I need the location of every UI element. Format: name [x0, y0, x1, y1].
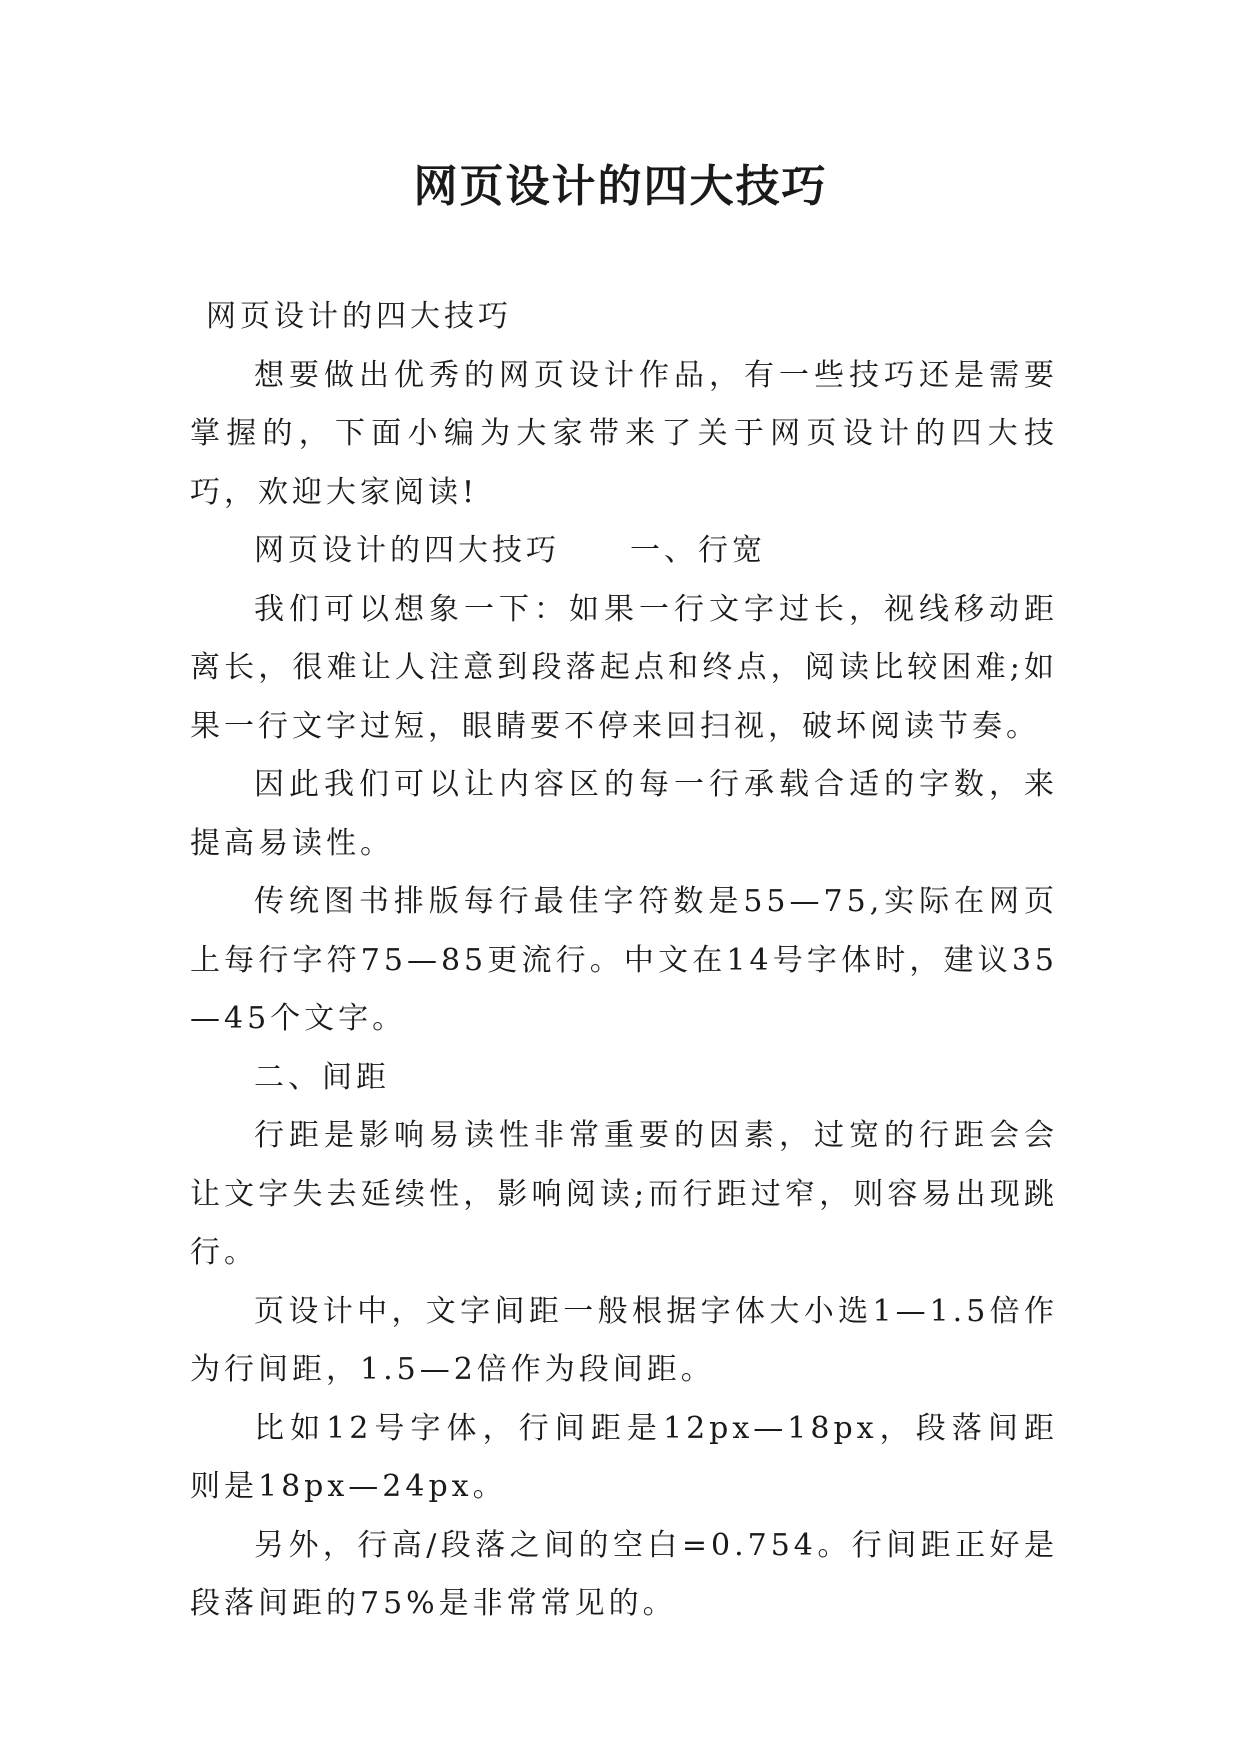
paragraph-line-width-2: 因此我们可以让内容区的每一行承载合适的字数，来提高易读性。	[190, 767, 1058, 861]
paragraph-spacing-4: 另外，行高/段落之间的空白=0.754。行间距正好是段落间距的75%是非常常见的。	[190, 1527, 1058, 1621]
paragraph-spacing-3: 比如12号字体，行间距是12px—18px，段落间距则是18px—24px。	[190, 1410, 1058, 1504]
section-heading-line-width	[190, 522, 1058, 581]
section-heading-title: 一、行宽	[630, 533, 766, 568]
section-heading-prefix: 网页设计的四大技巧	[254, 533, 560, 568]
paragraph-line-width-3: 传统图书排版每行最佳字符数是55—75,实际在网页上每行字符75—85更流行。中文在14号字体时，建议35—45个文字。	[190, 884, 1058, 1036]
paragraph-spacing-2: 页设计中，文字间距一般根据字体大小选1—1.5倍作为行间距，1.5—2倍作为段间距。	[190, 1293, 1058, 1387]
section-heading-spacing: 二、间距	[254, 1059, 390, 1095]
document-body	[190, 288, 1058, 1634]
document-title: 网页设计的四大技巧	[413, 161, 828, 212]
paragraph-line-width-1: 我们可以想象一下：如果一行文字过长，视线移动距离长，很难让人注意到段落起点和终点，阅读比较困难;如果一行文字过短，眼睛要不停来回扫视，破坏阅读节奏。	[190, 591, 1058, 744]
paragraph-intro: 想要做出优秀的网页设计作品，有一些技巧还是需要掌握的，下面小编为大家带来了关于网页设计的四大技巧，欢迎大家阅读!	[190, 357, 1058, 510]
paragraph-spacing-1: 行距是影响易读性非常重要的因素，过宽的行距会会让文字失去延续性，影响阅读;而行距过窄，则容易出现跳行。	[190, 1118, 1058, 1270]
paragraph-subtitle: 网页设计的四大技巧	[206, 299, 512, 334]
